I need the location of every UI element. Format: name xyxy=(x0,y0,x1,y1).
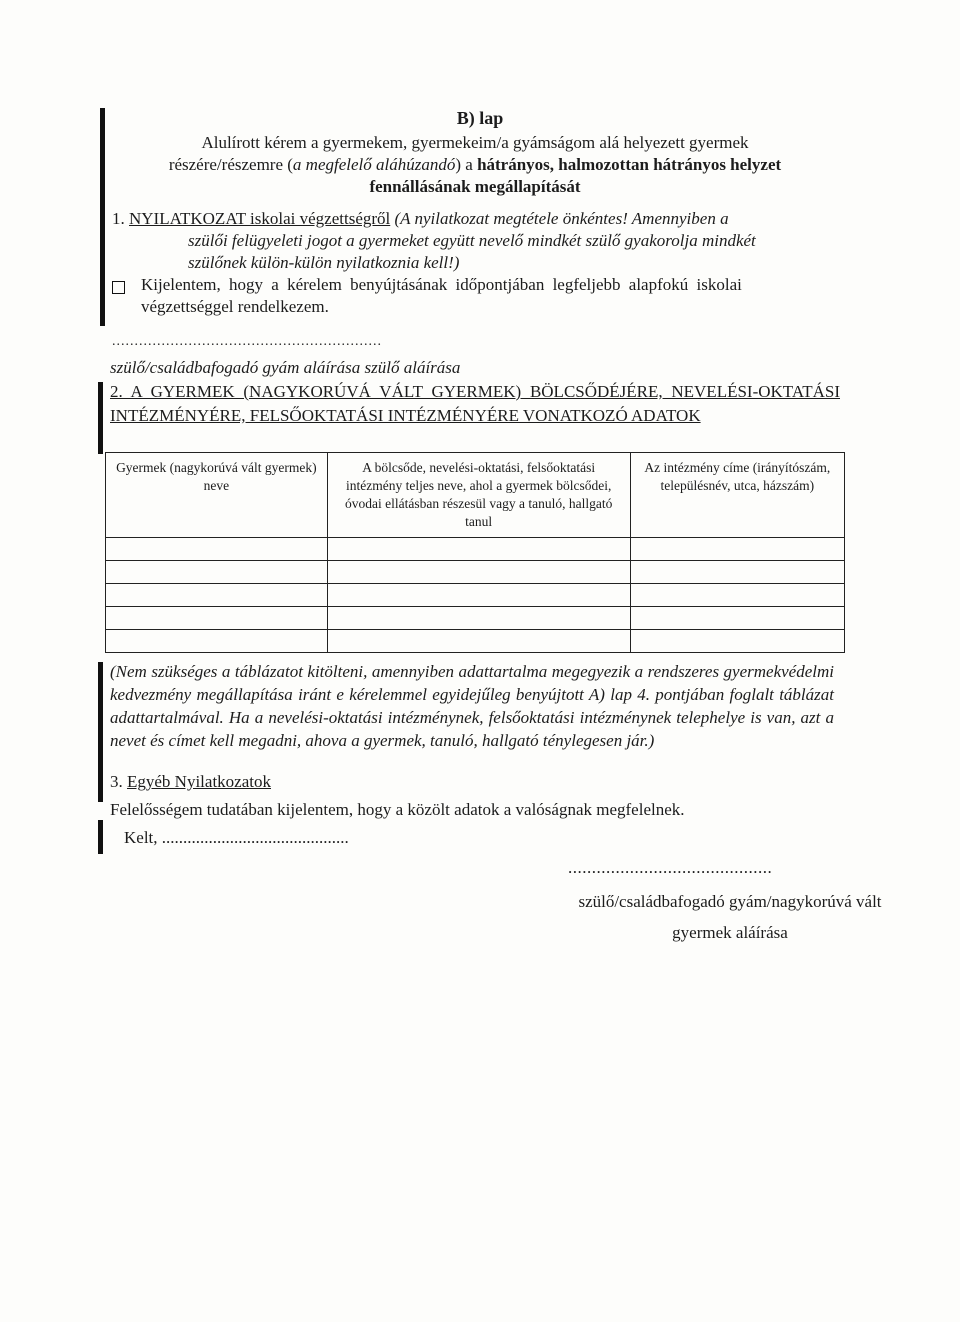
low-education-statement: Kijelentem, hogy a kérelem benyújtásának időpontjában legfeljebb alapfokú iskolai végzettséggel rendelkezem. xyxy=(112,274,837,318)
table-note: (Nem szükséges a táblázatot kitölteni, amennyiben adattartalma megegyezik a rendszeres gyermekvédelmi kedvezmény megállapítása iránt e kérelemmel egyidejűleg benyújtott A) lap 4. pontjában foglalt táblázat adattartalmával. Ha a nevelési-oktatási intézménynek, felsőoktatási intézménynek telephelye is van, azt a nevet és címet kell megadni, ahova a gyermek, tanuló, hallgató ténylegesen jár.) xyxy=(110,662,834,750)
signature-caption-final: szülő/családbafogadó gyám/nagykorúvá vált gyermek aláírása xyxy=(578,892,882,942)
section-3-heading: 3. Egyéb Nyilatkozatok xyxy=(110,772,271,791)
margin-bar xyxy=(98,382,103,454)
section-1-heading: NYILATKOZAT iskolai végzettségről xyxy=(129,209,391,228)
section-1: 1. NYILATKOZAT iskolai végzettségről (A nyilatkozat megtétele önkéntes! Amennyiben a szülői felügyeleti jogot a gyermeket együtt nevelő mindkét szülő gyakorolja mindkét szülőnek külön-külön nyilatkoznia kell!) xyxy=(112,209,756,272)
table-row xyxy=(106,584,845,607)
declaration-text: Felelősségem tudatában kijelentem, hogy a közölt adatok a valóságnak megfelelnek. xyxy=(110,800,685,819)
institution-table xyxy=(105,452,845,653)
col-institution-name: A bölcsőde, nevelési-oktatási, felsőoktatási intézmény teljes neve, ahol a gyermek bölcsődei, óvodai ellátásban részesül vagy a tanuló, hallgató tanul xyxy=(327,453,630,538)
section-1-number: 1. xyxy=(112,209,125,228)
signature-caption: szülő/családbafogadó gyám aláírása szülő aláírása xyxy=(110,358,461,377)
col-institution-address: Az intézmény címe (irányítószám, településnév, utca, házszám) xyxy=(630,453,844,538)
table-row xyxy=(106,630,845,653)
page-title: B) lap xyxy=(456,108,504,128)
col-child-name: Gyermek (nagykorúvá vált gyermek) neve xyxy=(106,453,328,538)
table-row xyxy=(106,607,845,630)
table-row xyxy=(106,561,845,584)
date-place-field[interactable]: Kelt, ............................................ xyxy=(124,828,349,847)
margin-bar xyxy=(100,108,105,326)
intro-line-3: fennállásának megállapítását xyxy=(369,177,581,196)
intro-line-2: részére/részemre (a megfelelő aláhúzandó) a hátrányos, halmozottan hátrányos helyzet xyxy=(168,155,782,174)
intro-line-1: Alulírott kérem a gyermekem, gyermekeim/a gyámságom alá helyezett gyermek xyxy=(201,133,749,152)
signature-field[interactable]: ........................................... xyxy=(568,858,773,877)
section-2-heading: 2. A GYERMEK (NAGYKORÚVÁ VÁLT GYERMEK) BÖLCSŐDÉJÉRE, NEVELÉSI-OKTATÁSI INTÉZMÉNYÉRE, FELSŐOKTATÁSI INTÉZMÉNYÉRE VONATKOZÓ ADATOK xyxy=(110,382,840,425)
margin-bar xyxy=(98,820,103,854)
table-header-row xyxy=(106,453,845,538)
table-row xyxy=(106,538,845,561)
margin-bar xyxy=(98,662,103,802)
section-1-note: (A nyilatkozat megtétele önkéntes! Amennyiben a xyxy=(394,209,729,228)
intro-paragraph xyxy=(110,132,840,198)
signature-dots: ............................................................ xyxy=(112,334,382,349)
low-education-checkbox[interactable] xyxy=(112,281,125,294)
